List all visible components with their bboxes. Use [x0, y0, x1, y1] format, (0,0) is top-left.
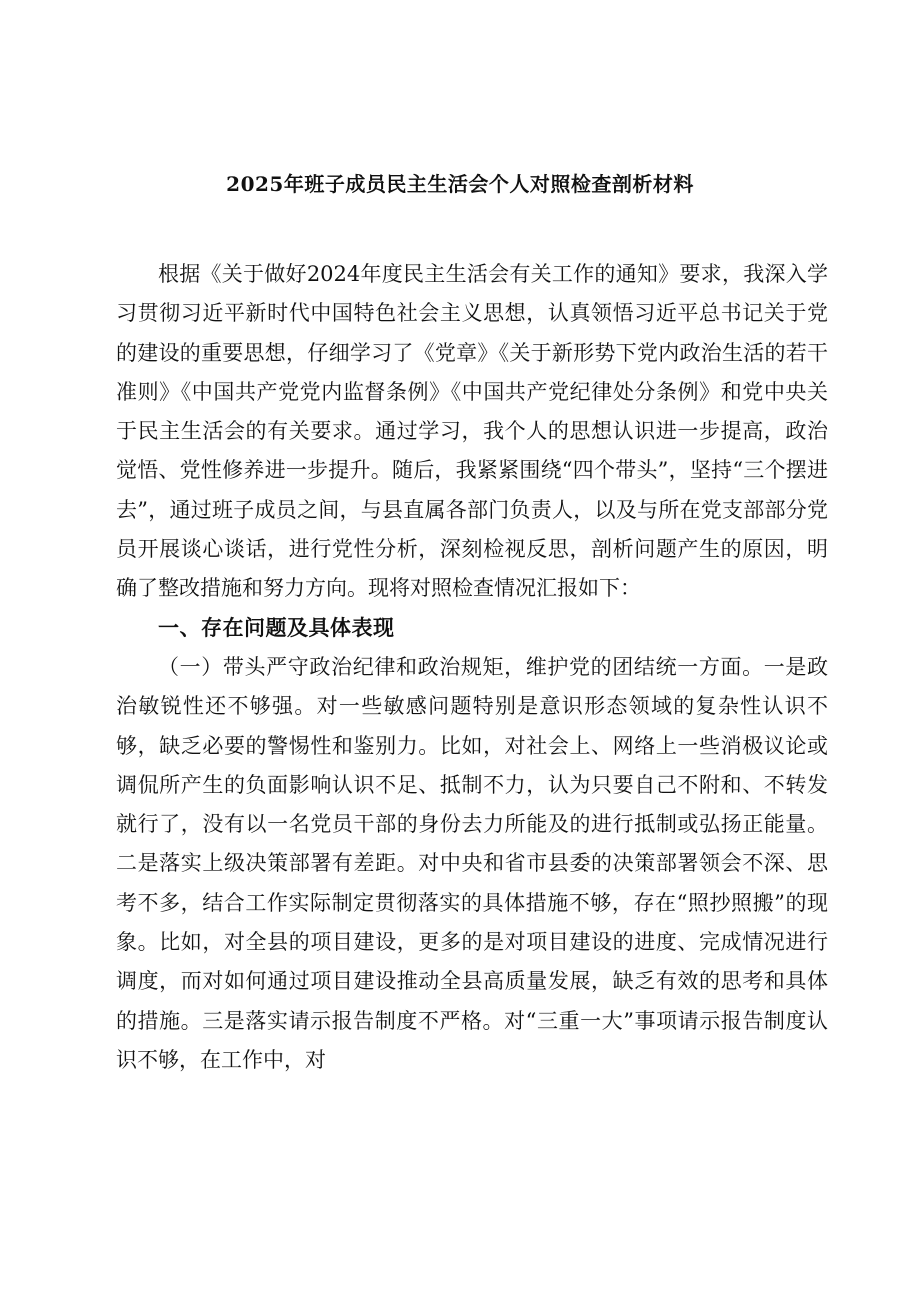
document-body: [116, 255, 828, 1080]
subsection-paragraph: （一）带头严守政治纪律和政治规矩，维护党的团结统一方面。一是政治敏锐性还不够强。对一些敏感问题特别是意识形态领域的复杂性认识不够，缺乏必要的警惕性和鉴别力。比如，对社会上、网络上一些消极议论或调侃所产生的负面影响认识不足、抵制不力，认为只要自己不附和、不转发就行了，没有以一名党员干部的身份去力所能及的进行抵制或弘扬正能量。二是落实上级决策部署有差距。对中央和省市县委的决策部署领会不深、思考不多，结合工作实际制定贯彻落实的具体措施不够，存在“照抄照搬”的现象。比如，对全县的项目建设，更多的是对项目建设的进度、完成情况进行调度，而对如何通过项目建设推动全县高质量发展，缺乏有效的思考和具体的措施。三是落实请示报告制度不严格。对“三重一大”事项请示报告制度认识不够，在工作中，对: [116, 654, 828, 1072]
section-heading: 一、存在问题及具体表现: [158, 615, 395, 640]
intro-paragraph: 根据《关于做好2024年度民主生活会有关工作的通知》要求，我深入学习贯彻习近平新时代中国特色社会主义思想，认真领悟习近平总书记关于党的建设的重要思想，仔细学习了《党章》《关于新形势下党内政治生活的若干准则》《中国共产党党内监督条例》《中国共产党纪律处分条例》和党中央关于民主生活会的有关要求。通过学习，我个人的思想认识进一步提高，政治觉悟、党性修养进一步提升。随后，我紧紧围绕“四个带头”，坚持“三个摆进去”，通过班子成员之间，与县直属各部门负责人，以及与所在党支部部分党员开展谈心谈话，进行党性分析，深刻检视反思，剖析问题产生的原因，明确了整改措施和努力方向。现将对照检查情况汇报如下：: [116, 262, 828, 601]
document-title: 2025年班子成员民主生活会个人对照检查剖析材料: [226, 172, 694, 196]
